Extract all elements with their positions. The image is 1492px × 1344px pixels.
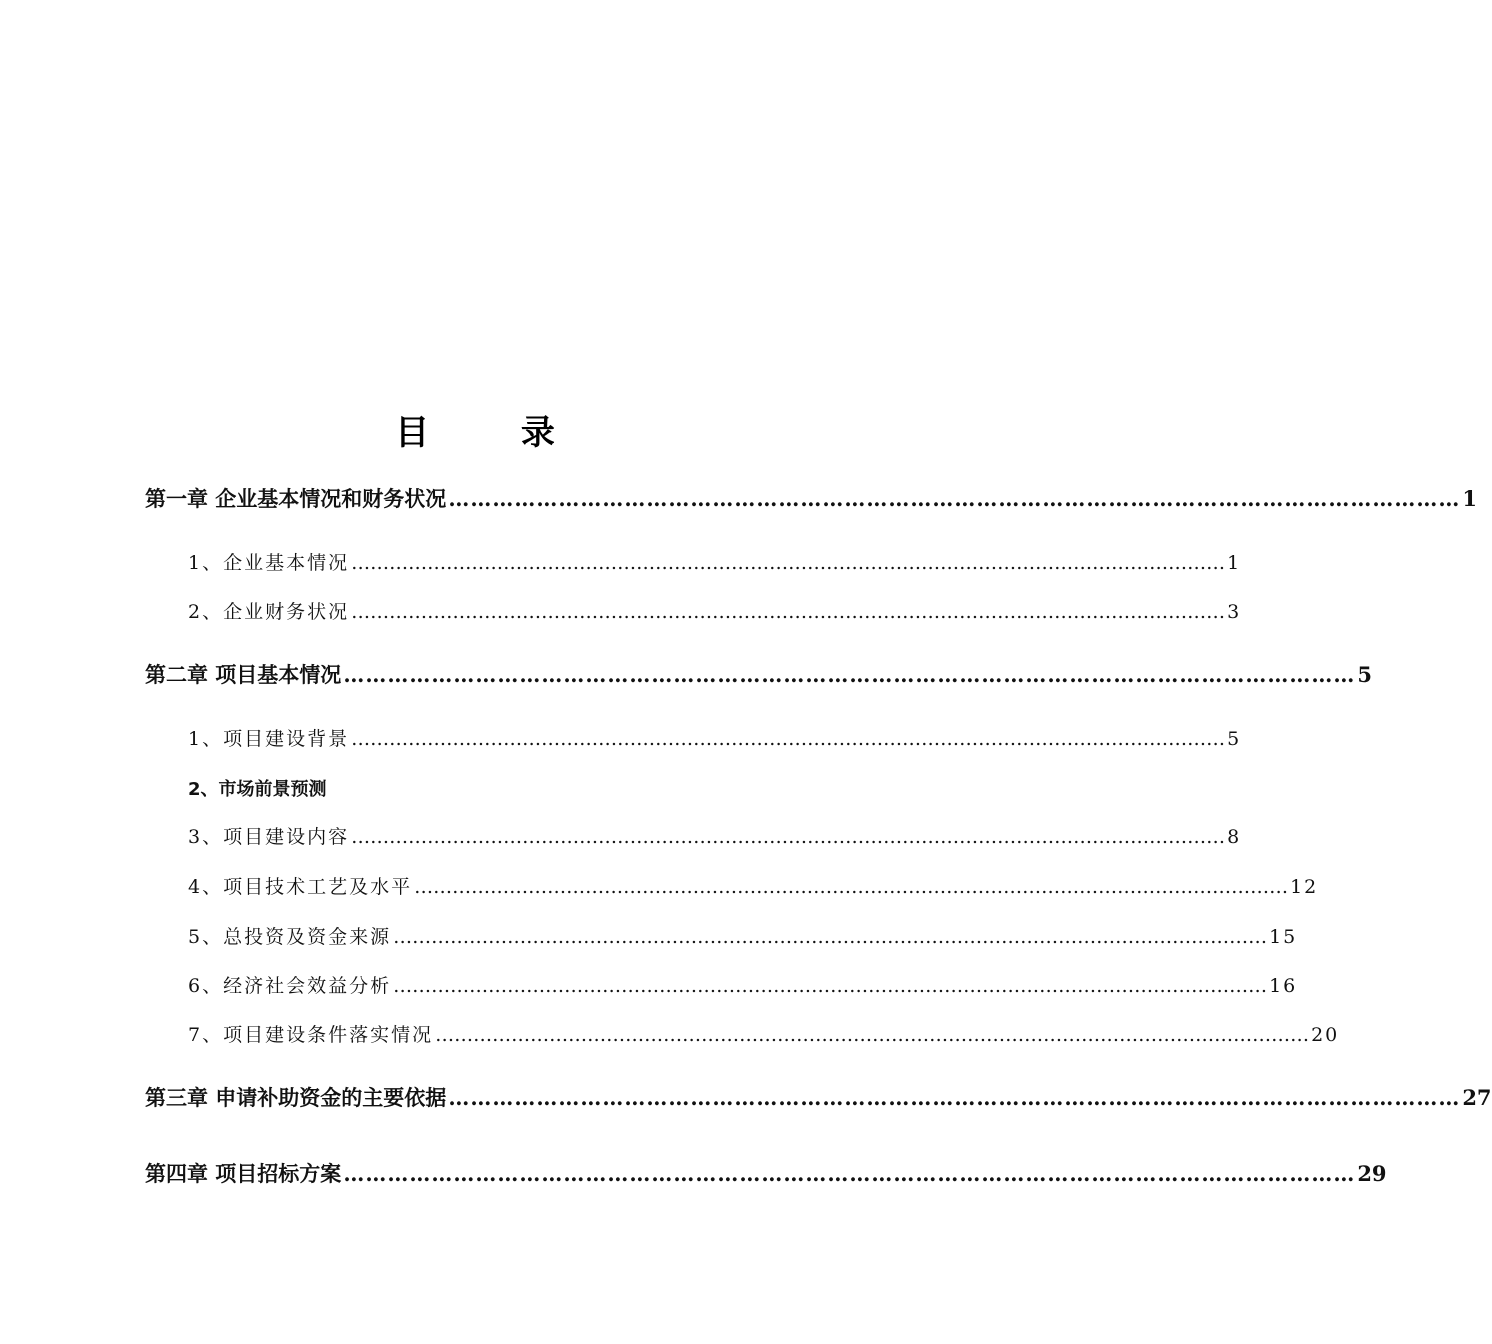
toc-section-2-4[interactable] — [188, 872, 1319, 899]
dot-leader: ………………………………………………………………………………………………………………………… — [393, 926, 1268, 948]
chapter-label: 第四章 项目招标方案 — [145, 1162, 342, 1186]
section-page-number: 16 — [1269, 975, 1298, 997]
dot-leader: ………………………………………………………………………………………………………………………… — [393, 975, 1268, 997]
toc-section-2-1[interactable] — [188, 724, 1242, 751]
section-page-number: 1 — [1227, 552, 1242, 574]
dot-leader: ………………………………………………………………………………………………………………………… — [448, 1085, 1461, 1110]
toc-section-2-5[interactable] — [188, 922, 1298, 949]
dot-leader: ………………………………………………………………………………………………………………………… — [414, 876, 1289, 898]
section-page-number: 15 — [1269, 926, 1298, 948]
toc-chapter-4[interactable] — [145, 1158, 1387, 1188]
dot-leader: ………………………………………………………………………………………………………………………… — [343, 662, 1356, 687]
chapter-page-number: 29 — [1357, 1161, 1387, 1186]
chapter-label: 第三章 申请补助资金的主要依据 — [145, 1086, 447, 1110]
chapter-page-number: 27 — [1462, 1085, 1492, 1110]
toc-section-2-2[interactable] — [188, 775, 807, 801]
toc-section-2-7[interactable] — [188, 1020, 1340, 1047]
dot-leader: ………………………………………………………………………………………………………………………… — [351, 826, 1226, 848]
dot-leader: ………………………………………………………………………………………………………………………… — [351, 601, 1226, 623]
dot-leader: ………………………………………………………………………………………………………………………… — [435, 1024, 1310, 1046]
section-label: 7、项目建设条件落实情况 — [188, 1024, 434, 1046]
section-page-number: 5 — [1227, 728, 1242, 750]
chapter-page-number: 5 — [1357, 662, 1372, 687]
section-label: 2、市场前景预测 — [188, 779, 327, 800]
chapter-label: 第一章 企业基本情况和财务状况 — [145, 487, 447, 511]
toc-section-2-6[interactable] — [188, 971, 1298, 998]
toc-chapter-3[interactable] — [145, 1082, 1492, 1112]
section-page-number: 8 — [1227, 826, 1242, 848]
toc-chapter-2[interactable] — [145, 659, 1372, 689]
section-page-number: 20 — [1311, 1024, 1340, 1046]
section-label: 5、总投资及资金来源 — [188, 926, 392, 948]
toc-chapter-1[interactable] — [145, 483, 1477, 513]
dot-leader: ………………………………………………………………………………………………………………………… — [351, 552, 1226, 574]
section-page-number: 3 — [1227, 601, 1242, 623]
toc-section-1-1[interactable] — [188, 548, 1242, 575]
section-label: 1、企业基本情况 — [188, 552, 350, 574]
section-page-number: 12 — [1290, 876, 1319, 898]
section-label: 2、企业财务状况 — [188, 601, 350, 623]
section-label: 1、项目建设背景 — [188, 728, 350, 750]
chapter-page-number: 1 — [1462, 486, 1477, 511]
dot-leader: ………………………………………………………………………………………………………………………… — [343, 1161, 1356, 1186]
dot-leader: ………………………………………………………………………………………………………………………… — [448, 486, 1461, 511]
section-label: 3、项目建设内容 — [188, 826, 350, 848]
toc-section-2-3[interactable] — [188, 822, 1242, 849]
toc-title: 目 录 — [395, 413, 595, 453]
section-label: 4、项目技术工艺及水平 — [188, 876, 413, 898]
dot-leader: ………………………………………………………………………………………………………………………… — [351, 728, 1226, 750]
toc-section-1-2[interactable] — [188, 597, 1242, 624]
section-label: 6、经济社会效益分析 — [188, 975, 392, 997]
chapter-label: 第二章 项目基本情况 — [145, 663, 342, 687]
